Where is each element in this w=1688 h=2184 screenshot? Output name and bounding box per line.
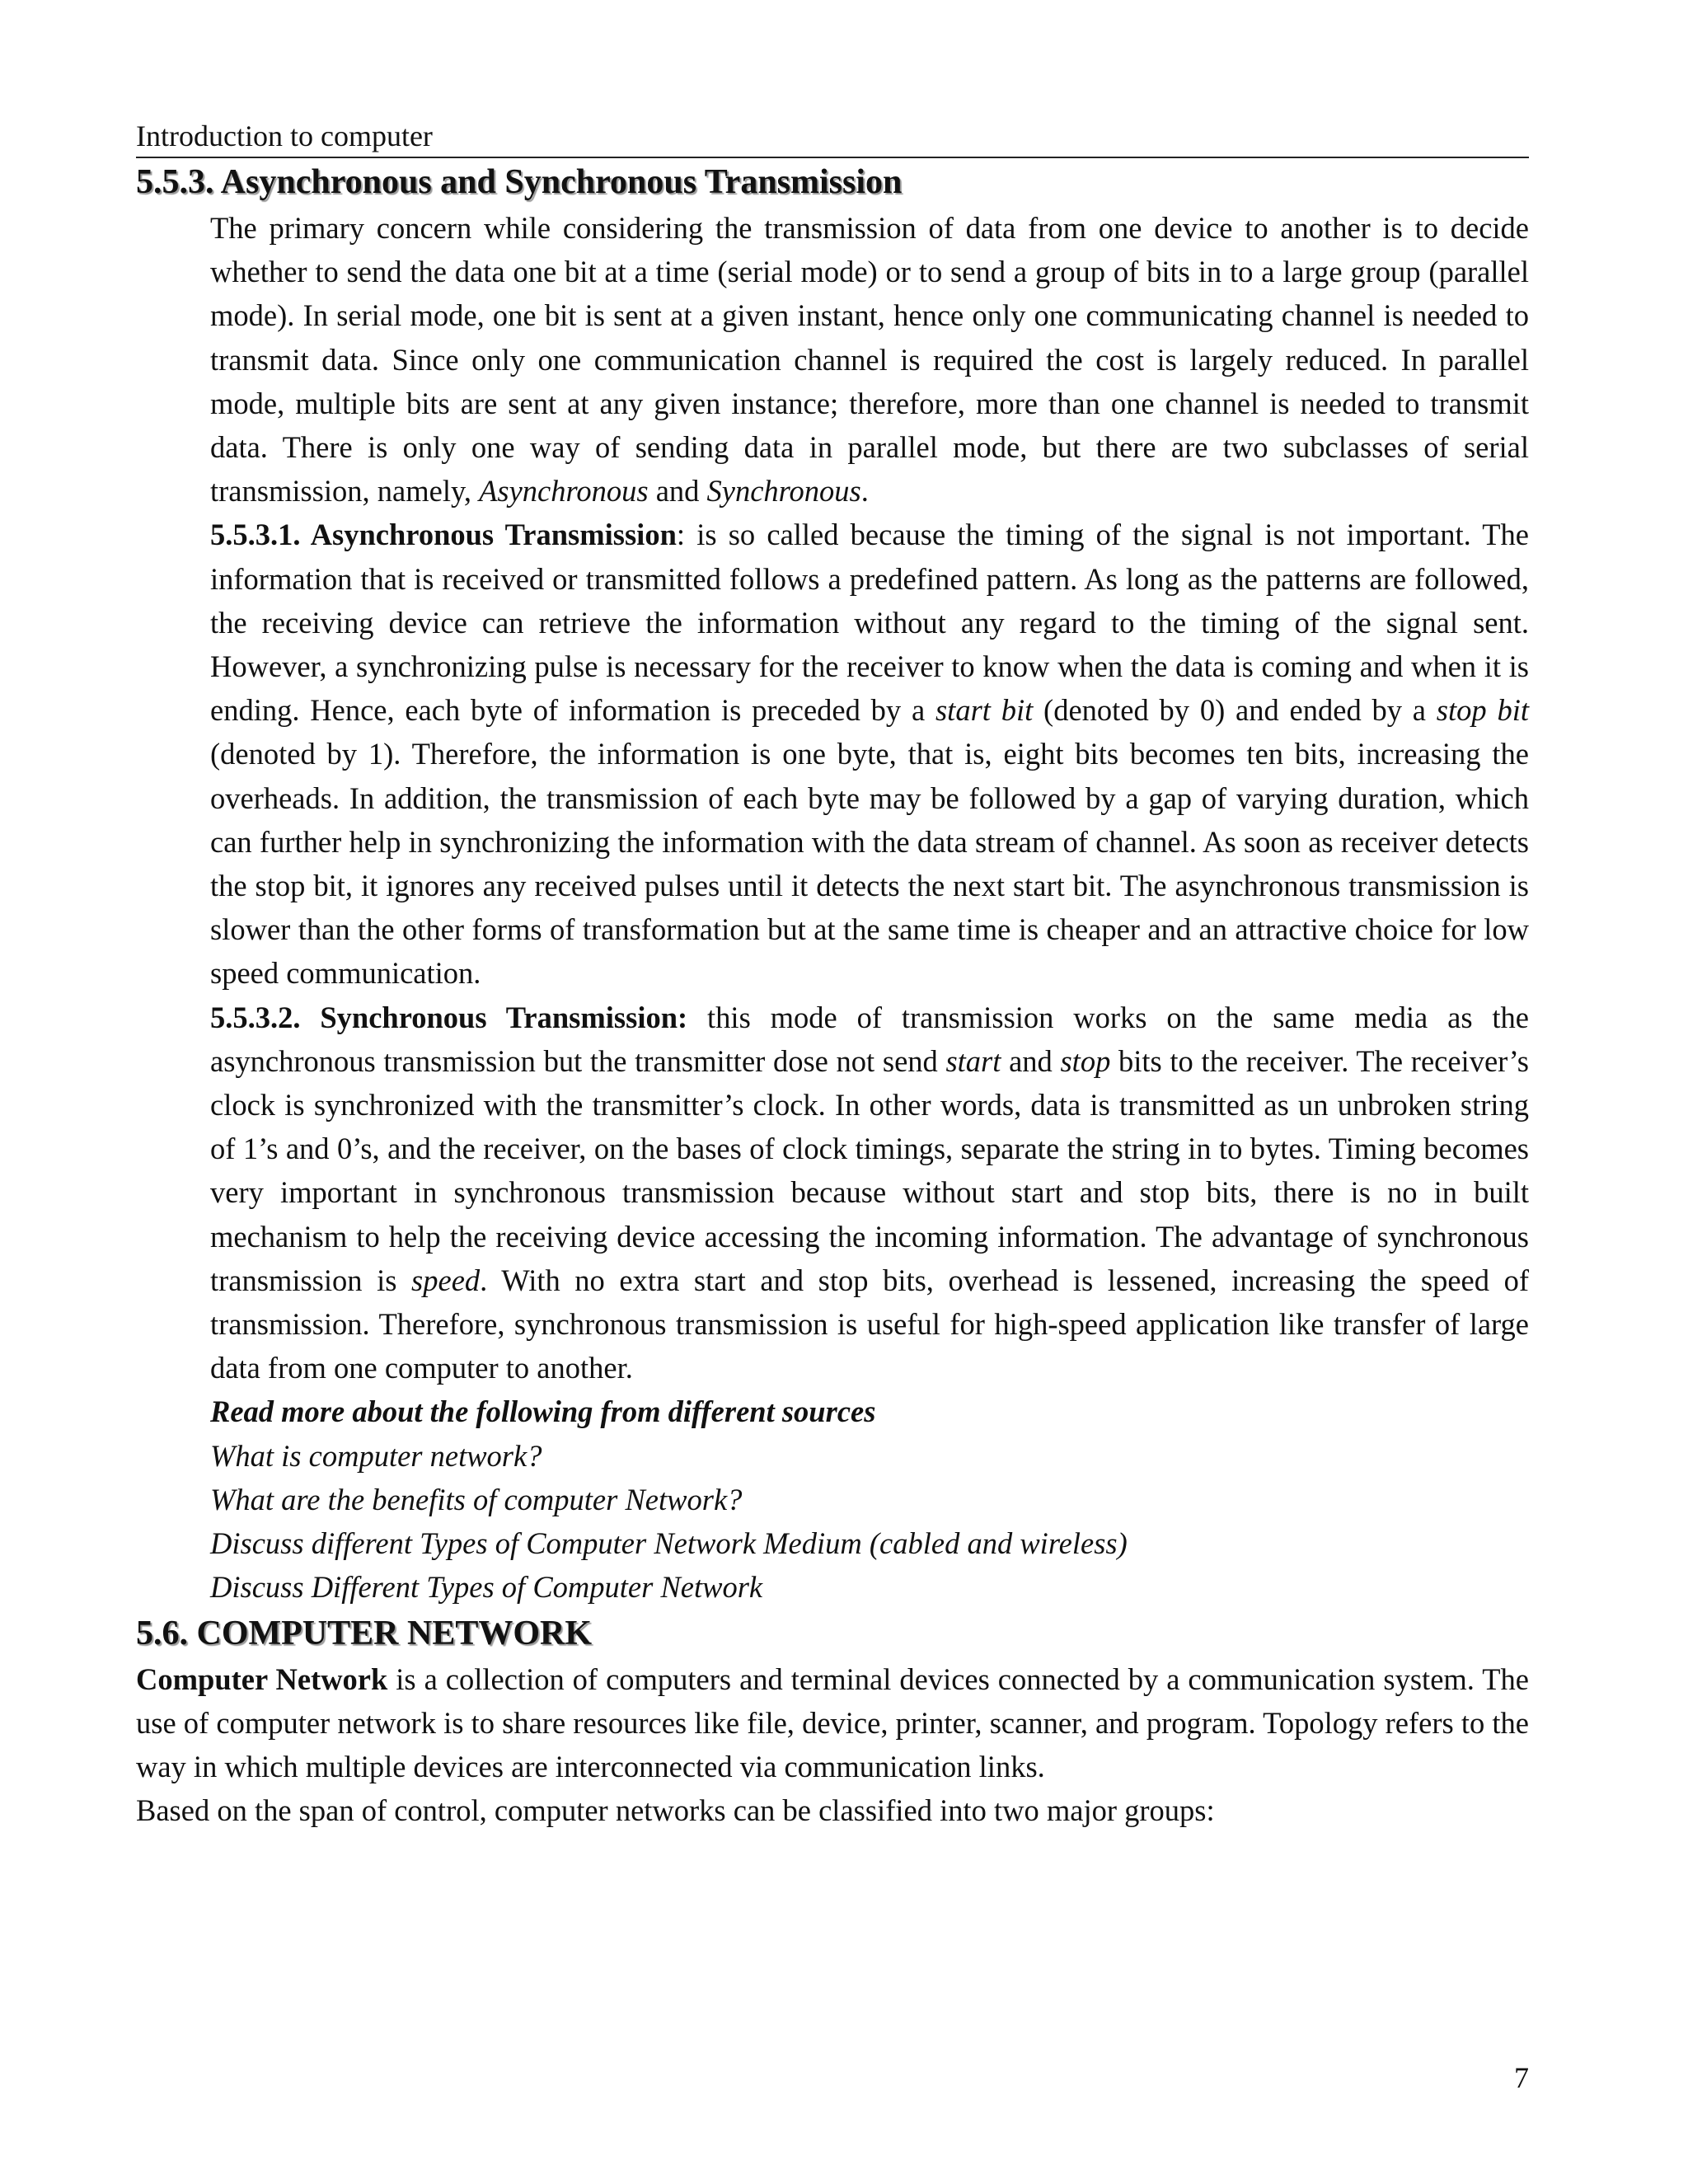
sync-text-3: . With no extra start and stop bits, overhead is lessened, increasing the speed of transmission. Therefore, synchronous transmission is useful for high-speed application like transfer of large data from one computer to another. <box>210 1263 1529 1385</box>
section-heading-5-6: 5.6. COMPUTER NETWORK <box>136 1614 593 1652</box>
intro-and: and <box>648 474 707 509</box>
computer-network-paragraph <box>136 1657 1529 1789</box>
subsection-heading-5-5-3-2: 5.5.3.2. Synchronous Transmission: <box>210 1000 688 1034</box>
read-more-heading: Read more about the following from different sources <box>210 1394 876 1429</box>
sync-and: and <box>1001 1043 1061 1078</box>
async-text-3: (denoted by 1). Therefore, the information is one byte, that is, eight bits becomes ten bits, increasing the overheads. In addition, the transmission of each byte may be followed by a gap of varying duration, which can further help in synchronizing the information with the data stream of channel. As soon as receiver detects the stop bit, it ignores any received pulses until it detects the next start bit. The asynchronous transmission is slower than the other forms of transformation but at the same time is cheaper and an attractive choice for low speed communication. <box>210 737 1529 991</box>
subsection-heading-5-5-3-1: 5.5.3.1. Asynchronous Transmission <box>210 518 677 552</box>
asynchronous-term: Asynchronous <box>479 474 649 509</box>
section-heading-5-5-3: 5.5.3. Asynchronous and Synchronous Transmission <box>136 163 903 201</box>
read-more-item: Discuss different Types of Computer Network Medium (cabled and wireless) <box>210 1526 1128 1561</box>
sync-text-2: bits to the receiver. The receiver’s clock is synchronized with the transmitter’s clock. In other words, data is transmitted as un unbroken string of 1’s and 0’s, and the receiver, on the bases of clock timings, separate the string in to bytes. Timing becomes very important in synchronous transmission because without start and stop bits, there is no in built mechanism to help the receiving device accessing the incoming information. The advantage of synchronous transmission is <box>210 1043 1529 1297</box>
intro-end: . <box>860 474 869 509</box>
stop-term: stop <box>1060 1043 1111 1078</box>
document-page <box>136 115 1529 1832</box>
page-number: 7 <box>1514 2061 1529 2094</box>
synchronous-term: Synchronous <box>706 474 861 509</box>
running-header: Introduction to computer <box>136 115 1529 158</box>
speed-term: speed <box>411 1263 481 1297</box>
classification-paragraph: Based on the span of control, computer networks can be classified into two major groups: <box>136 1793 1215 1828</box>
intro-paragraph <box>210 206 1529 513</box>
start-bit-term: start bit <box>935 693 1034 728</box>
intro-text: The primary concern while considering the transmission of data from one device to another is to decide whether to send the data one bit at a time (serial mode) or to send a group of bits in to a large group (parallel mode). In serial mode, one bit is sent at a given instant, hence only one communicating channel is needed to transmit data. Since only one communication channel is required the cost is largely reduced. In parallel mode, multiple bits are sent at any given instance; therefore, more than one channel is needed to transmit data. There is only one way of sending data in parallel mode, but there are two subclasses of serial transmission, namely, <box>210 211 1529 509</box>
read-more-item: What is computer network? <box>210 1438 542 1473</box>
async-paragraph <box>210 513 1529 995</box>
read-more-item: Discuss Different Types of Computer Network <box>210 1570 763 1605</box>
read-more-item: What are the benefits of computer Network? <box>210 1482 743 1516</box>
sync-paragraph <box>210 996 1529 1390</box>
start-term: start <box>945 1043 1001 1078</box>
sync-text-1: this mode of transmission works on the same media as the asynchronous transmission but the transmitter dose not send <box>210 1000 1529 1078</box>
async-text-2: (denoted by 0) and ended by a <box>1033 693 1437 728</box>
async-text-1: : is so called because the timing of the signal is not important. The information that is received or transmitted follows a predefined pattern. As long as the patterns are followed, the receiving device can retrieve the information without any regard to the timing of the signal sent. However, a synchronizing pulse is necessary for the receiver to know when the data is coming and when it is ending. Hence, each byte of information is preceded by a <box>210 518 1529 728</box>
computer-network-term: Computer Network <box>136 1661 388 1696</box>
stop-bit-term: stop bit <box>1436 693 1529 728</box>
section-body-5-5-3 <box>210 206 1529 1610</box>
computer-network-definition: is a collection of computers and terminal devices connected by a communication system. The use of computer network is to share resources like file, device, printer, scanner, and program. Topology refers to the way in which multiple devices are interconnected via communication links. <box>136 1661 1529 1783</box>
